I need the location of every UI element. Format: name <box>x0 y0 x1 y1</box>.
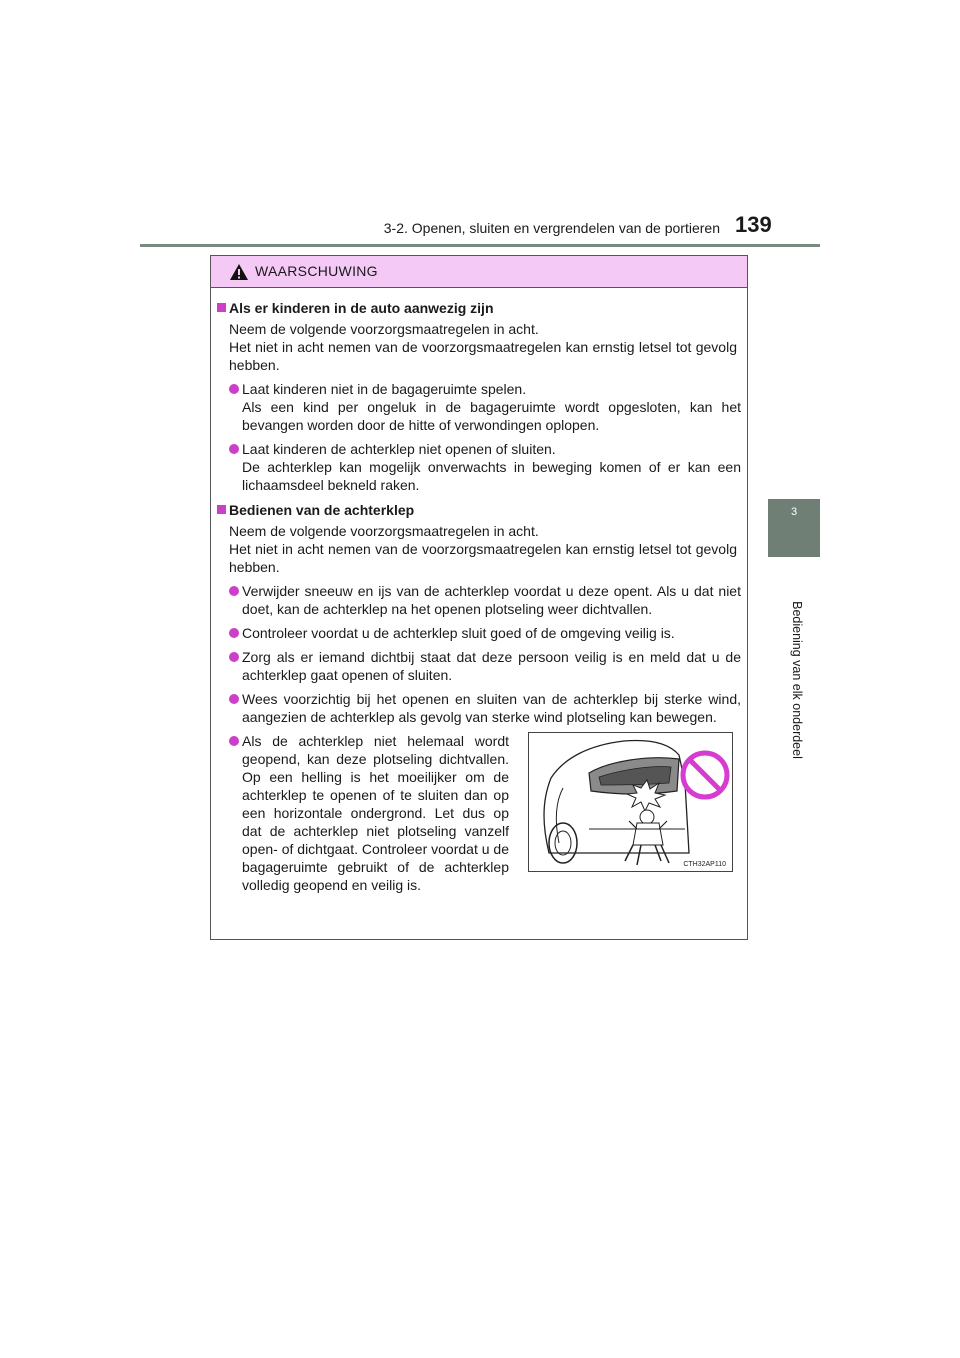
warning-triangle-icon <box>229 263 249 281</box>
bullet-dot-icon <box>229 652 239 662</box>
header-divider <box>140 244 820 247</box>
bullet-dot-icon <box>229 444 239 454</box>
page-number: 139 <box>735 212 772 237</box>
bullet-dot-icon <box>229 586 239 596</box>
bullet-dot-icon <box>229 694 239 704</box>
list-item: Als de achterklep niet helemaal wordt geopend, kan deze plotseling dichtvallen. Op een helling is het moeilijker om de achterklep te openen of te sluiten dan op een horizontale ondergrond. Let dus op dat de achterklep niet plotseling vanzelf open- of dichtgaat. Controleer voordat u de bagageruimte gebruikt of de achterklep volledig geopend en veilig is. <box>229 732 509 894</box>
illustrated-item-row <box>211 732 747 932</box>
square-bullet-icon <box>217 303 226 312</box>
bullet-dot-icon <box>229 384 239 394</box>
list-item: Wees voorzichtig bij het openen en sluiten van de achterklep bij sterke wind, aangezien de achterklep als gevolg van sterke wind plotseling kan bewegen. <box>229 690 741 726</box>
section-heading: Bedienen van de achterklep <box>217 500 747 520</box>
illustration-code: CTH32AP110 <box>683 861 726 868</box>
warning-header <box>211 256 747 288</box>
warning-title: WAARSCHUWING <box>255 263 378 279</box>
section-intro: Neem de volgende voorzorgsmaatregelen in acht. Het niet in acht nemen van de voorzorgsmaatregelen kan ernstig letsel tot gevolg hebben. <box>229 523 737 575</box>
bullet-dot-icon <box>229 628 239 638</box>
section-intro: Neem de volgende voorzorgsmaatregelen in acht. Het niet in acht nemen van de voorzorgsmaatregelen kan ernstig letsel tot gevolg hebben. <box>229 321 737 373</box>
warning-content <box>211 298 747 932</box>
chapter-number: 3 <box>790 506 798 518</box>
list-item: Zorg als er iemand dichtbij staat dat deze persoon veilig is en meld dat u de achterklep gaat openen of sluiten. <box>229 648 741 684</box>
tailgate-illustration <box>528 732 733 872</box>
list-item: Verwijder sneeuw en ijs van de achterklep voordat u deze opent. Als u dat niet doet, kan de achterklep na het openen plotseling weer dichtvallen. <box>229 582 741 618</box>
section-title: 3-2. Openen, sluiten en vergrendelen van de portieren <box>383 220 720 236</box>
chapter-title: Bediening van elk onderdeel <box>790 601 804 759</box>
chapter-tab <box>768 499 820 557</box>
section-heading: Als er kinderen in de auto aanwezig zijn <box>217 298 747 318</box>
bullet-dot-icon <box>229 736 239 746</box>
warning-box <box>210 255 748 940</box>
square-bullet-icon <box>217 505 226 514</box>
list-item: Laat kinderen niet in de bagageruimte spelen. Als een kind per ongeluk in de bagageruimte wordt opgesloten, kan het bevangen worden door de hitte of verwondingen oplopen. <box>229 380 741 434</box>
list-item: Laat kinderen de achterklep niet openen of sluiten. De achterklep kan mogelijk onverwachts in beweging komen of er kan een lichaamsdeel bekneld raken. <box>229 440 741 494</box>
list-item: Controleer voordat u de achterklep sluit goed of de omgeving veilig is. <box>229 624 741 642</box>
chapter-side-label <box>790 565 804 795</box>
car-tailgate-drawing <box>529 733 732 871</box>
